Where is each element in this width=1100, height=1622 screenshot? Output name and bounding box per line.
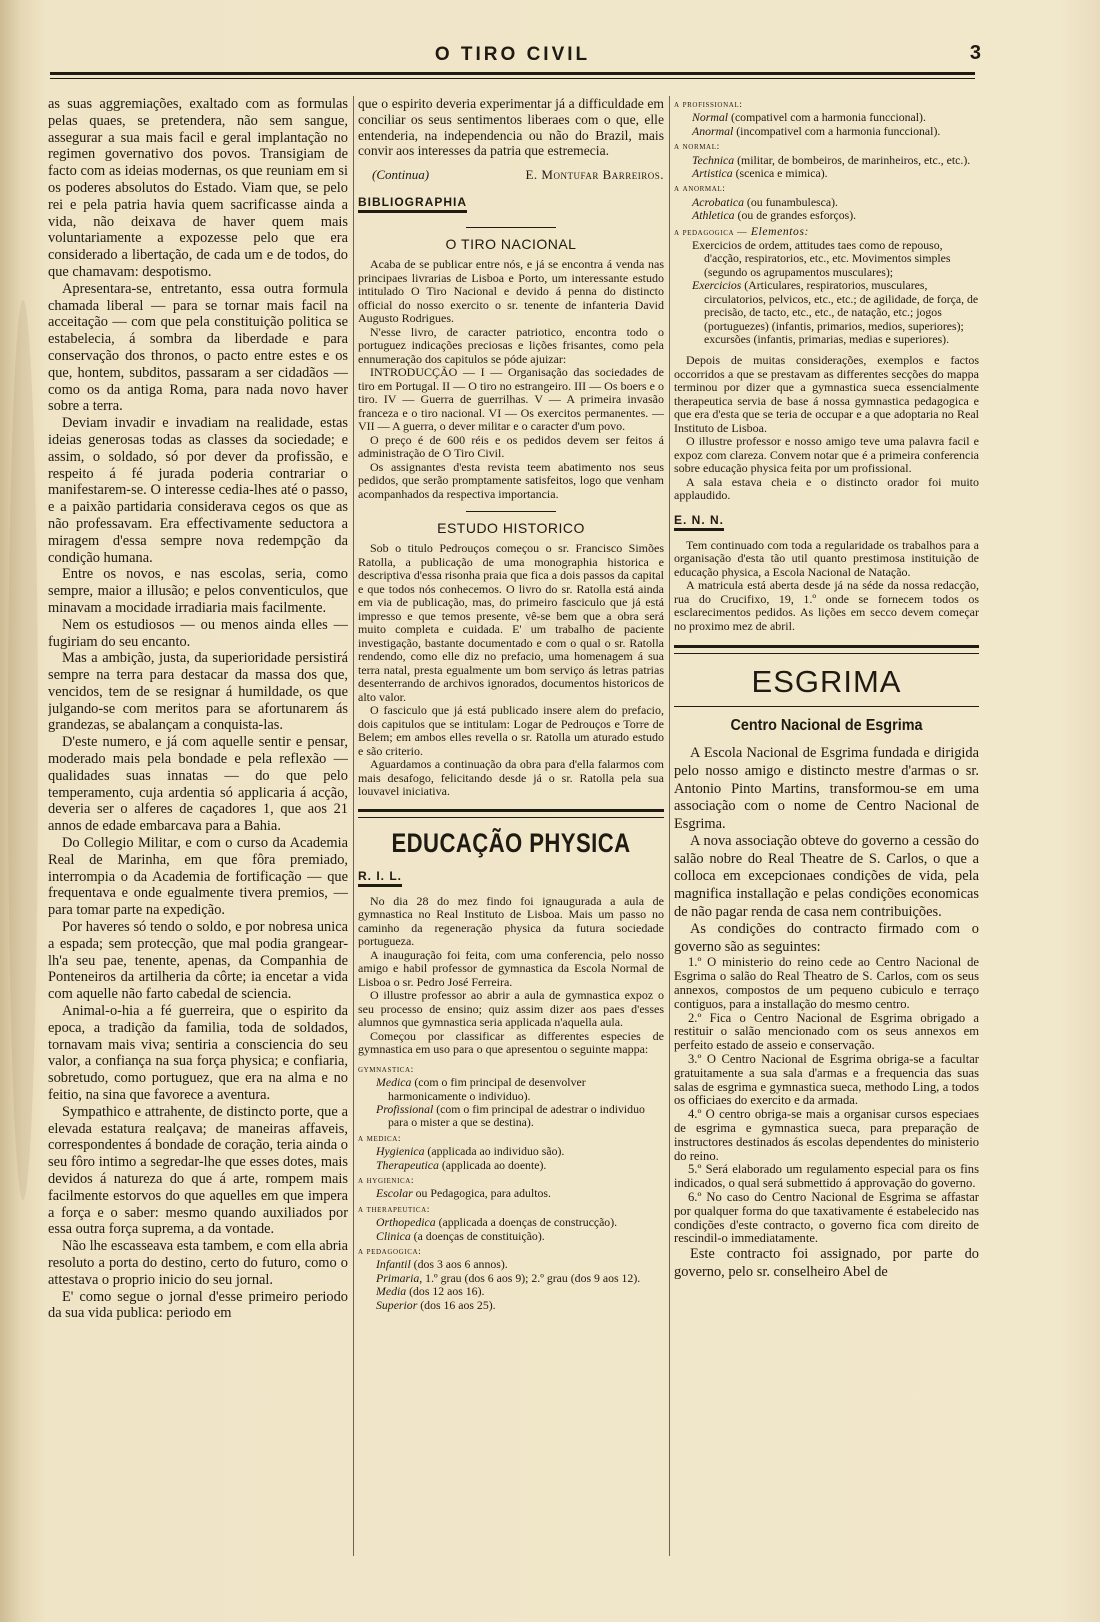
- title-educacao-physica: EDUCAÇÃO PHYSICA: [391, 827, 631, 858]
- scheme-category: a anormal:: [674, 183, 726, 195]
- article-paragraph: D'este numero, e já com aquelle sentir e pensar, moderado mais pela bondade e pela reflexão — qualidades suas innatas — do que pelo temperamento, cuja ardentia só applicaria á acção, deveria ser o alferes de caçadores 1, que aos 21 annos de edade embarcava para a Bahia.: [48, 734, 348, 835]
- author-name: E. Montufar Barreiros.: [525, 167, 664, 183]
- contract-condition: 4.º O centro obriga-se mais a organisar cursos especiaes de esgrima e gymnastica sueca, para preparação de instructores destinados ás escolas dependentes do ministerio do reino.: [674, 1107, 979, 1163]
- scheme-item: Anormal (incompativel com a harmonia funccional).: [692, 123, 941, 138]
- section-enn: E. N. N.: [674, 513, 724, 531]
- title-esgrima: ESGRIMA: [751, 664, 902, 700]
- educacao-body-cont: [674, 354, 979, 503]
- scheme-item: Artistica (scenica e mimica).: [692, 166, 828, 181]
- article-signature: [372, 167, 664, 183]
- scheme-item: Primaria, 1.º grau (dos 6 aos 9); 2.º grau (dos 9 aos 12).: [376, 1270, 641, 1285]
- educacao-paragraph: O illustre professor e nosso amigo teve uma palavra facil e expoz com clareza. Convem notar que é a primeira conferencia sobre educação physica feita por um profissional.: [674, 434, 979, 476]
- page-header: [50, 42, 981, 82]
- estudo-paragraph: Sob o titulo Pedrouços começou o sr. Francisco Simões Ratolla, a publicação de uma monographia historica e descriptiva d'essa risonha praia que fica a dois passos da capital e que todos nós conhecemos. O livro do sr. Ratolla está ainda em via de publicação, mas, do primeiro fasciculo que já está impresso e que temos presente, vê-se bem que a obra será muito completa e cuidada. E' um trabalho de paciente investigação, bastante documentado e com o qual o sr. Ratolla rendendo, como elle diz no prefacio, uma homenagem á sua terra natal, presta egualmente um bom serviço ás letras patrias desenterrando de archivos ignorados, documentos historicos de alto valor.: [358, 541, 664, 704]
- tiro-paragraph: Os assignantes d'esta revista teem abatimento nos seus pedidos, que serão promptamente satisfeitos, logo que venham acompanhados da respectiva importancia.: [358, 459, 664, 501]
- scheme-item: Medica (com o fim principal de desenvolver harmonicamente o individuo).: [376, 1075, 586, 1103]
- esgrima-closing: Este contracto foi assignado, por parte do governo, pelo sr. conselheiro Abel de: [674, 1246, 979, 1280]
- article-paragraph: Sympathico e attrahente, de distincto porte, que a elevada estatura realçava; de maneiras affaveis, correspondentes á bondade de coração, teria ainda o seu fôro intimo a segredar-lhe que esses dotes, mais devidos á natureza do que á arte, rompem mais facilmente estorvos do que aquelles em que impera a força e o saber: mesmo quando auxiliados por essa outra força suprema, a da vontade.: [48, 1103, 348, 1238]
- scheme-item: Exercicios (Articulares, respiratorios, musculares, circulatorios, pelvicos, etc., etc.; de agilidade, de força, de precisão, de tacto, etc., etc., de natação, etc.; jogos (portuguezes) (infantis, primarios, medios, superiores); excursões (infantis, primarias, medias e superiores).: [692, 278, 979, 346]
- tiro-paragraph: N'esse livro, de caracter patriotico, encontra todo o portuguez indicações preciosas e lições frisantes, como pela ennumeração dos capitulos se póde ajuizar:: [358, 324, 664, 366]
- tiro-nacional-body: [358, 258, 664, 501]
- scheme-item: Hygienica (applicada ao individuo são).: [376, 1144, 565, 1159]
- esgrima-paragraph: As condições do contracto firmado com o governo são as seguintes:: [674, 921, 979, 955]
- scheme-item: Superior (dos 16 aos 25).: [376, 1297, 496, 1312]
- article-paragraph: Apresentara-se, entretanto, essa outra formula chamada liberal — para se tornar mais facil na acceitação — com que pela constituição politica se estabelecia, á sombra da liberdade e para conservação dos thronos, o pacto entre estes e os que, hontem, subditos, passaram a ser cidadãos — como os da antiga Roma, para nada novo haver sobre a terra.: [48, 280, 348, 415]
- gymnastica-scheme: [358, 1063, 664, 1312]
- contract-condition: 5.º Será elaborado um regulamento especial para os fins indicados, o qual será submettido á approvação do governo.: [674, 1162, 979, 1191]
- tiro-paragraph: INTRODUCÇÃO — I — Organisação das sociedades de tiro em Portugal. II — O tiro no estrangeiro. III — Os boers e o tiro. IV — Guerra de guerrilhas. V — A primeira invasão franceza e o tiro nacional. VI — Os exercitos permanentes. — VII — A guerra, o dever militar e o caracter d'um povo.: [358, 365, 664, 434]
- scheme-item: Media (dos 12 aos 16).: [376, 1284, 485, 1299]
- contract-condition: 1.º O ministerio do reino cede ao Centro Nacional de Esgrima o salão do Real Theatro de S. Carlos, com os seus annexos, compostos de um pequeno cubiculo e terraço contiguos, para a installação do mesmo centro.: [674, 955, 979, 1011]
- article-paragraph: Deviam invadir e invadiam na realidade, estas ideias generosas todas as classes da sociedade; e assim, o soldado, só por dever da profissão, e respeito á fé jurada poderia contrariar o manifestarem-se. O interesse cedia-lhes até o passo, e a paixão partidaria considerava cegos os que as não professavam. Era effectivamente seductora a miragem d'essa sempre nova redempção da condição humana.: [48, 415, 348, 566]
- scheme-item: Infantil (dos 3 aos 6 annos).: [376, 1257, 508, 1272]
- article-paragraph: as suas aggremiações, exaltado com as formulas pelas quaes, se pretendera, não sem sangue, assegurar a sua mais facil e geral implantação no regimen governativo dos povos. Transigiam de facto com as ideias modernas, os que reuniam em si os poderes absolutos do Estado. Viam que, se pelo rei e pela patria havia quem sacrificasse ainda a vida, não deixava de haver quem mais voluntariamente a expozesse pelo que era considerado a libertação, de cada um e de todos, do que chamavam: despotismo.: [48, 96, 348, 280]
- divider: [466, 227, 556, 228]
- scheme-item: Exercicios de ordem, attitudes taes como de repouso, d'acção, respiratorios, etc., etc. Movimentos simples (segundo os agrupamentos musculares);: [692, 238, 951, 279]
- header-rule-thin: [50, 78, 975, 79]
- divider: [674, 706, 979, 707]
- scheme-item: Technica (militar, de bombeiros, de marinheiros, etc., etc.).: [692, 152, 971, 167]
- column-divider: [353, 96, 354, 1556]
- educacao-paragraph: No dia 28 do mez findo foi ignaugurada a aula de gymnastica no Real Instituto de Lisboa. Mais um passo no caminho da regeneração physica da futura sociedade portugueza.: [358, 893, 664, 949]
- divider: [466, 511, 556, 512]
- page-number: 3: [969, 42, 981, 64]
- estudo-paragraph: O fasciculo que já está publicado insere alem do prefacio, dois capitulos que se intitulam: Logar de Pedrouços e Torre de Belem; em ambos elles revella o sr. Ratolla um aturado estudo e são criterio.: [358, 703, 664, 758]
- title-tiro-nacional: O TIRO NACIONAL: [445, 236, 577, 253]
- scheme-category: a profissional:: [674, 99, 743, 110]
- article-paragraph: Mas a ambição, justa, da superioridade persistirá sempre na terra para destacar da massa dos que, vencidos, tem de se resignar á humildade, os que julgando-se com meritos para se afortunarem ás grandezas, se abalançam a conquista-las.: [48, 650, 348, 734]
- scheme-item: Athletica (ou de grandes esforços).: [692, 208, 857, 223]
- estudo-paragraph: Aguardamos a continuação da obra para d'ella falarmos com mais desafogo, felicitando desde já o sr. Ratolla pela sua louvavel iniciativa.: [358, 757, 664, 799]
- scheme-category: a hygienica:: [358, 1174, 415, 1186]
- article-continuation: que o espirito deveria experimentar já a difficuldade em conciliar os seus sentimentos liberaes com o que, elle entenderia, na independencia ou não do Brazil, mais convir aos interesses da patria que estremecia.: [358, 96, 664, 159]
- tiro-paragraph: O preço é de 600 réis e os pedidos devem ser feitos á administração de O Tiro Civil.: [358, 432, 664, 461]
- article-paragraph: E' como segue o jornal d'esse primeiro periodo da sua vida publica: periodo em: [48, 1288, 348, 1322]
- scheme-item: Acrobatica (ou funambulesca).: [692, 194, 838, 209]
- scheme-category: a normal:: [674, 141, 720, 153]
- title-estudo-historico: ESTUDO HISTORICO: [437, 520, 585, 537]
- scheme-category: a pedagogica:: [358, 1245, 422, 1257]
- article-paragraph: Do Collegio Militar, e com o curso da Academia Real de Marinha, em que fôra premiado, interrompia o da Academia de fortificação — que frequentava e onde egualmente tivera premios, — para tomar parte na expedição.: [48, 835, 348, 919]
- tiro-paragraph: Acaba de se publicar entre nós, e já se encontra á venda nas principaes livrarias de Lisboa e Porto, um interessante estudo intitulado O Tiro Nacional e devido á penna do distincto official do nosso exercito o sr. tenente de infanteria David Augusto Rodrigues.: [358, 257, 664, 326]
- section-rule: [674, 645, 979, 654]
- educacao-paragraph: A inauguração foi feita, com uma conferencia, pelo nosso amigo e habil professor de gymnastica da Escola Normal de Lisboa o sr. Pedro José Ferreira.: [358, 947, 664, 989]
- gymnastica-scheme-cont: [674, 98, 979, 346]
- enn-paragraph: Tem continuado com toda a regularidade os trabalhos para a organisação d'esta tão util quanto prestimosa instituição de educação physica, a Escola Nacional de Natação.: [674, 537, 979, 579]
- estudo-historico-body: [358, 542, 664, 799]
- article-paragraph: Nem os estudiosos — ou menos ainda elles — fugiriam do seu encanto.: [48, 616, 348, 650]
- scheme-category: a medica:: [358, 1132, 402, 1144]
- section-ril: R. I. L.: [358, 869, 402, 887]
- educacao-body: [358, 895, 664, 1057]
- scheme-item: Therapeutica (applicada ao doente).: [376, 1157, 547, 1172]
- column-right: [674, 96, 979, 1566]
- esgrima-paragraph: A nova associação obteve do governo a cessão do salão nobre do Real Theatre de S. Carlos, o que a colloca em excepcionaes condições de vida, pela magnifica installação e pelas condições economicas de não pagar renda de casa nem contribuições.: [674, 833, 979, 920]
- scheme-item: Orthopedica (applicada a doenças de construcção).: [376, 1215, 618, 1230]
- section-rule: [358, 809, 664, 818]
- scheme-category: a therapeutica:: [358, 1203, 431, 1215]
- educacao-paragraph: Depois de muitas considerações, exemplos e factos occorridos a que se prestavam as differentes secções do mappa terminou por dizer que a gymnastica sueca essencialmente therapeutica servia de base á nossa gymnastica pedagogica e que era d'esta que se teria de occupar e a que adoptaria no Real Instituto de Lisboa.: [674, 353, 979, 435]
- scheme-item: Profissional (com o fim principal de adestrar o individuo para o mister a que se destina).: [376, 1101, 645, 1130]
- educacao-paragraph: Começou por classificar as differentes especies de gymnastica em uso para o que apresentou o seguinte mappa:: [358, 1028, 664, 1057]
- scheme-item: Normal (compativel com a harmonia funccional).: [692, 110, 926, 125]
- column-middle: [358, 96, 664, 1566]
- contract-condition: 2.º Fica o Centro Nacional de Esgrima obrigado a restituir o salão mencionado com os seus annexos em perfeito estado de asseio e conservação.: [674, 1010, 979, 1053]
- contract-condition: 3.º O Centro Nacional de Esgrima obriga-se a facultar gratuitamente a sua sala d'armas e a frequencia das suas salas de esgrima e gymnastica sueca, methodo Ling, a todos os officiaes do exercito e da armada.: [674, 1052, 979, 1108]
- column-divider: [669, 96, 670, 1556]
- contract-condition: 6.º No caso do Centro Nacional de Esgrima se affastar por qualquer forma do que taxativamente é estabelecido nas condições d'este contracto, o governo fica com direito de rescindil-o immediatamente.: [674, 1189, 979, 1246]
- column-left: [48, 96, 348, 1566]
- article-paragraph: Não lhe escasseava esta tambem, e com ella abria resoluto a porta do destino, certo do futuro, como o attestava o proprio inicio do seu jornal.: [48, 1238, 348, 1288]
- article-paragraph: Entre os novos, e nas escolas, seria, como sempre, maior a illusão; e pelos conventiculos, que minavam a mocidade irradiaria mais facilmente.: [48, 566, 348, 616]
- subtitle-centro-nacional: Centro Nacional de Esgrima: [730, 717, 923, 735]
- scheme-item: Clinica (a doenças de constituição).: [376, 1228, 545, 1243]
- article-paragraph: Por haveres só tendo o soldo, e por nobresa unica a espada; sem protecção, que mal podia grangear-lh'a seu pae, tenente, apenas, da Companhia de Ponteneiros da artilheria da côrte; ia encetar a vida com aquelle não farto cabedal de sciencia.: [48, 919, 348, 1003]
- scheme-category: a pedagogica — Elementos:: [674, 224, 810, 238]
- header-rule: [50, 72, 975, 75]
- esgrima-paragraph: A Escola Nacional de Esgrima fundada e dirigida pelo nosso amigo e distincto mestre d'armas o sr. Antonio Pinto Martins, transformou-se em uma associação com o nome de Centro Nacional de Esgrima.: [674, 745, 979, 832]
- scheme-category: gymnastica:: [358, 1063, 414, 1075]
- educacao-paragraph: A sala estava cheia e o distincto orador foi muito applaudido.: [674, 474, 979, 503]
- continua-note: (Continua): [372, 167, 430, 183]
- section-bibliographia: BIBLIOGRAPHIA: [358, 195, 467, 213]
- scheme-item: Escolar ou Pedagogica, para adultos.: [376, 1186, 551, 1201]
- esgrima-body: [674, 745, 979, 1281]
- enn-paragraph: A matricula está aberta desde já na séde da nossa redacção, rua do Crucifixo, 19, 1.º onde se fornecem todos os esclarecimentos pedidos. As lições em secco devem começar no proximo mez de abril.: [674, 578, 979, 633]
- article-paragraph: Animal-o-hia a fé guerreira, que o espirito da epoca, a tradição da familia, toda de soldados, tornavam mais viva; sentiria a consciencia do seu valor, a confiança na sua força physica; e confiaria, sobretudo, como portuguez, que era na alma e no feitio, na sina que favorece a aventura.: [48, 1003, 348, 1104]
- educacao-paragraph: O illustre professor ao abrir a aula de gymnastica expoz o seu processo de ensino; quiz assim dizer aos paes d'esses alumnos que gymnastica seria applicada n'aquella aula.: [358, 988, 664, 1030]
- enn-body: [674, 539, 979, 634]
- masthead: O TIRO CIVIL: [434, 44, 591, 65]
